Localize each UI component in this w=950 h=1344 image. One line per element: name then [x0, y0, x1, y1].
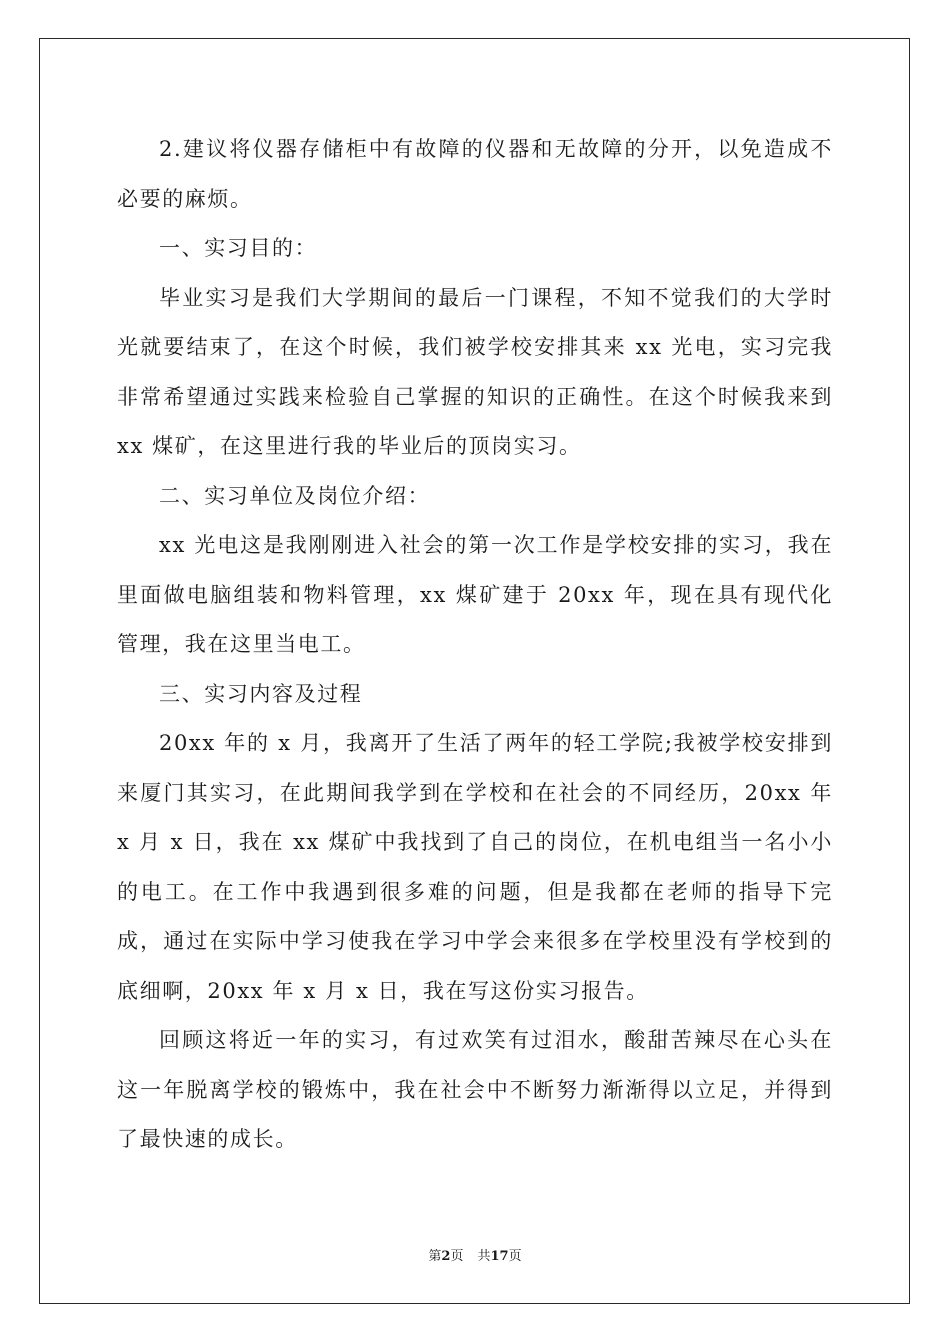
paragraph: 回顾这将近一年的实习，有过欢笑有过泪水，酸甜苦辣尽在心头在这一年脱离学校的锻炼中，我在社会中不断努力渐渐得以立足，并得到了最快速的成长。 — [117, 1028, 833, 1151]
paragraph: 20xx 年的 x 月，我离开了生活了两年的轻工学院;我被学校安排到来厦门其实习，在此期间我学到在学校和在社会的不同经历，20xx 年 x 月 x 日，我在 xx 煤矿中我找到了自己的岗位，在机电组当一名小小的电工。在工作中我遇到很多难的问题，但是我都在老师的指导下完成，通过在实际中学习使我在学习中学会来很多在学校里没有学校到的底细啊，20xx 年 x 月 x 日，我在写这份实习报告。 — [117, 731, 833, 1003]
page-prefix: 第 — [428, 1249, 442, 1264]
section-heading: 三、实习内容及过程 — [159, 681, 363, 706]
paragraph: 毕业实习是我们大学期间的最后一门课程，不知不觉我们的大学时光就要结束了，在这个时候，我们被学校安排其来 xx 光电，实习完我非常希望通过实践来检验自己掌握的知识的正确性。在这个时候我来到 xx 煤矿，在这里进行我的毕业后的顶岗实习。 — [117, 285, 833, 458]
section-heading: 二、实习单位及岗位介绍： — [159, 483, 431, 508]
page-footer — [0, 1245, 950, 1264]
page-current: 2 — [441, 1249, 451, 1264]
page-suffix: 页 — [450, 1249, 464, 1264]
page-total: 17 — [490, 1249, 509, 1264]
document-body — [117, 125, 833, 1165]
section-heading: 一、实习目的： — [159, 236, 318, 260]
paragraph: 2.建议将仪器存储柜中有故障的仪器和无故障的分开，以免造成不必要的麻烦。 — [117, 137, 833, 211]
paragraph: xx 光电这是我刚刚进入社会的第一次工作是学校安排的实习，我在里面做电脑组装和物料管理，xx 煤矿建于 20xx 年，现在具有现代化管理，我在这里当电工。 — [117, 533, 833, 656]
total-prefix: 共 — [477, 1249, 491, 1264]
total-suffix: 页 — [508, 1249, 522, 1264]
